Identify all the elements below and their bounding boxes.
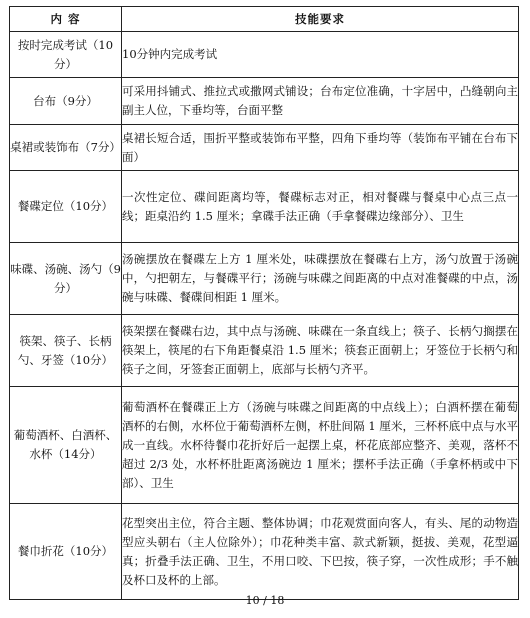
- row-requirement: 一次性定位、碟间距离均等，餐碟标志对正，相对餐碟与餐桌中心点三点一线；距桌沿约 1.5 厘米；拿碟手法正确（手拿餐碟边缘部分）、卫生: [122, 171, 519, 243]
- row-requirement: 葡萄酒杯在餐碟正上方（汤碗与味碟之间距离的中点线上）；白酒杯摆在葡萄酒杯的右侧，水杯位于葡萄酒杯左侧，杯肚间隔 1 厘米，三杯杯底中点与水平成一直线。水杯待餐巾花折好后一起摆上桌，杯花底部应整齐、美观，落杯不超过 2/3 处，水杯杯肚距离汤碗边 1 厘米；摆杯手法正确（手拿杯柄或中下部）、卫生: [122, 387, 519, 504]
- table-row: [10, 125, 519, 171]
- row-label: 台布（9分）: [10, 78, 122, 125]
- skill-requirements-table: [9, 6, 519, 600]
- row-requirement: 桌裙长短合适，围折平整或装饰布平整，四角下垂均等（装饰布平铺在台布下面）: [122, 125, 519, 171]
- row-requirement: 汤碗摆放在餐碟左上方 1 厘米处，味碟摆放在餐碟右上方，汤勺放置于汤碗中，勺把朝左，与餐碟平行；汤碗与味碟之间距离的中点对准餐碟的中点，汤碗与味碟、餐碟间相距 1 厘米。: [122, 243, 519, 315]
- header-skill-requirements: 技能要求: [122, 7, 519, 32]
- table-row: [10, 387, 519, 504]
- table-row: [10, 32, 519, 78]
- table-row: [10, 171, 519, 243]
- header-content: 内 容: [10, 7, 122, 32]
- table-header-row: [10, 7, 519, 32]
- row-requirement: 10分钟内完成考试: [122, 32, 519, 78]
- row-requirement: 花型突出主位，符合主题、整体协调；巾花观赏面向客人，有头、尾的动物造型应头朝右（主人位除外）；巾花种类丰富、款式新颖，挺拔、美观，花型逼真；折叠手法正确、卫生，不用口咬、下巴按，筷子穿，一次性成形；手不触及杯口及杯的上部。: [122, 504, 519, 600]
- row-label: 桌裙或装饰布（7分）: [10, 125, 122, 171]
- row-label: 餐碟定位（10分）: [10, 171, 122, 243]
- row-requirement: 可采用抖铺式、推拉式或撒网式铺设；台布定位准确，十字居中，凸缝朝向主副主人位，下垂均等，台面平整: [122, 78, 519, 125]
- table-row: [10, 315, 519, 387]
- row-label: 味碟、汤碗、汤勺（9分）: [10, 243, 122, 315]
- page-number: 10 / 18: [245, 594, 285, 607]
- row-requirement: 筷架摆在餐碟右边，其中点与汤碗、味碟在一条直线上；筷子、长柄勺搁摆在筷架上，筷尾的右下角距餐桌沿 1.5 厘米；筷套正面朝上；牙签位于长柄勺和筷子之间，牙签套正面朝上，底部与长柄勺齐平。: [122, 315, 519, 387]
- row-label: 按时完成考试（10分）: [10, 32, 122, 78]
- table-row: [10, 243, 519, 315]
- row-label: 餐巾折花（10分）: [10, 504, 122, 600]
- table-row: [10, 504, 519, 600]
- row-label: 葡萄酒杯、白酒杯、水杯（14分）: [10, 387, 122, 504]
- table-row: [10, 78, 519, 125]
- row-label: 筷架、筷子、长柄勺、牙签（10分）: [10, 315, 122, 387]
